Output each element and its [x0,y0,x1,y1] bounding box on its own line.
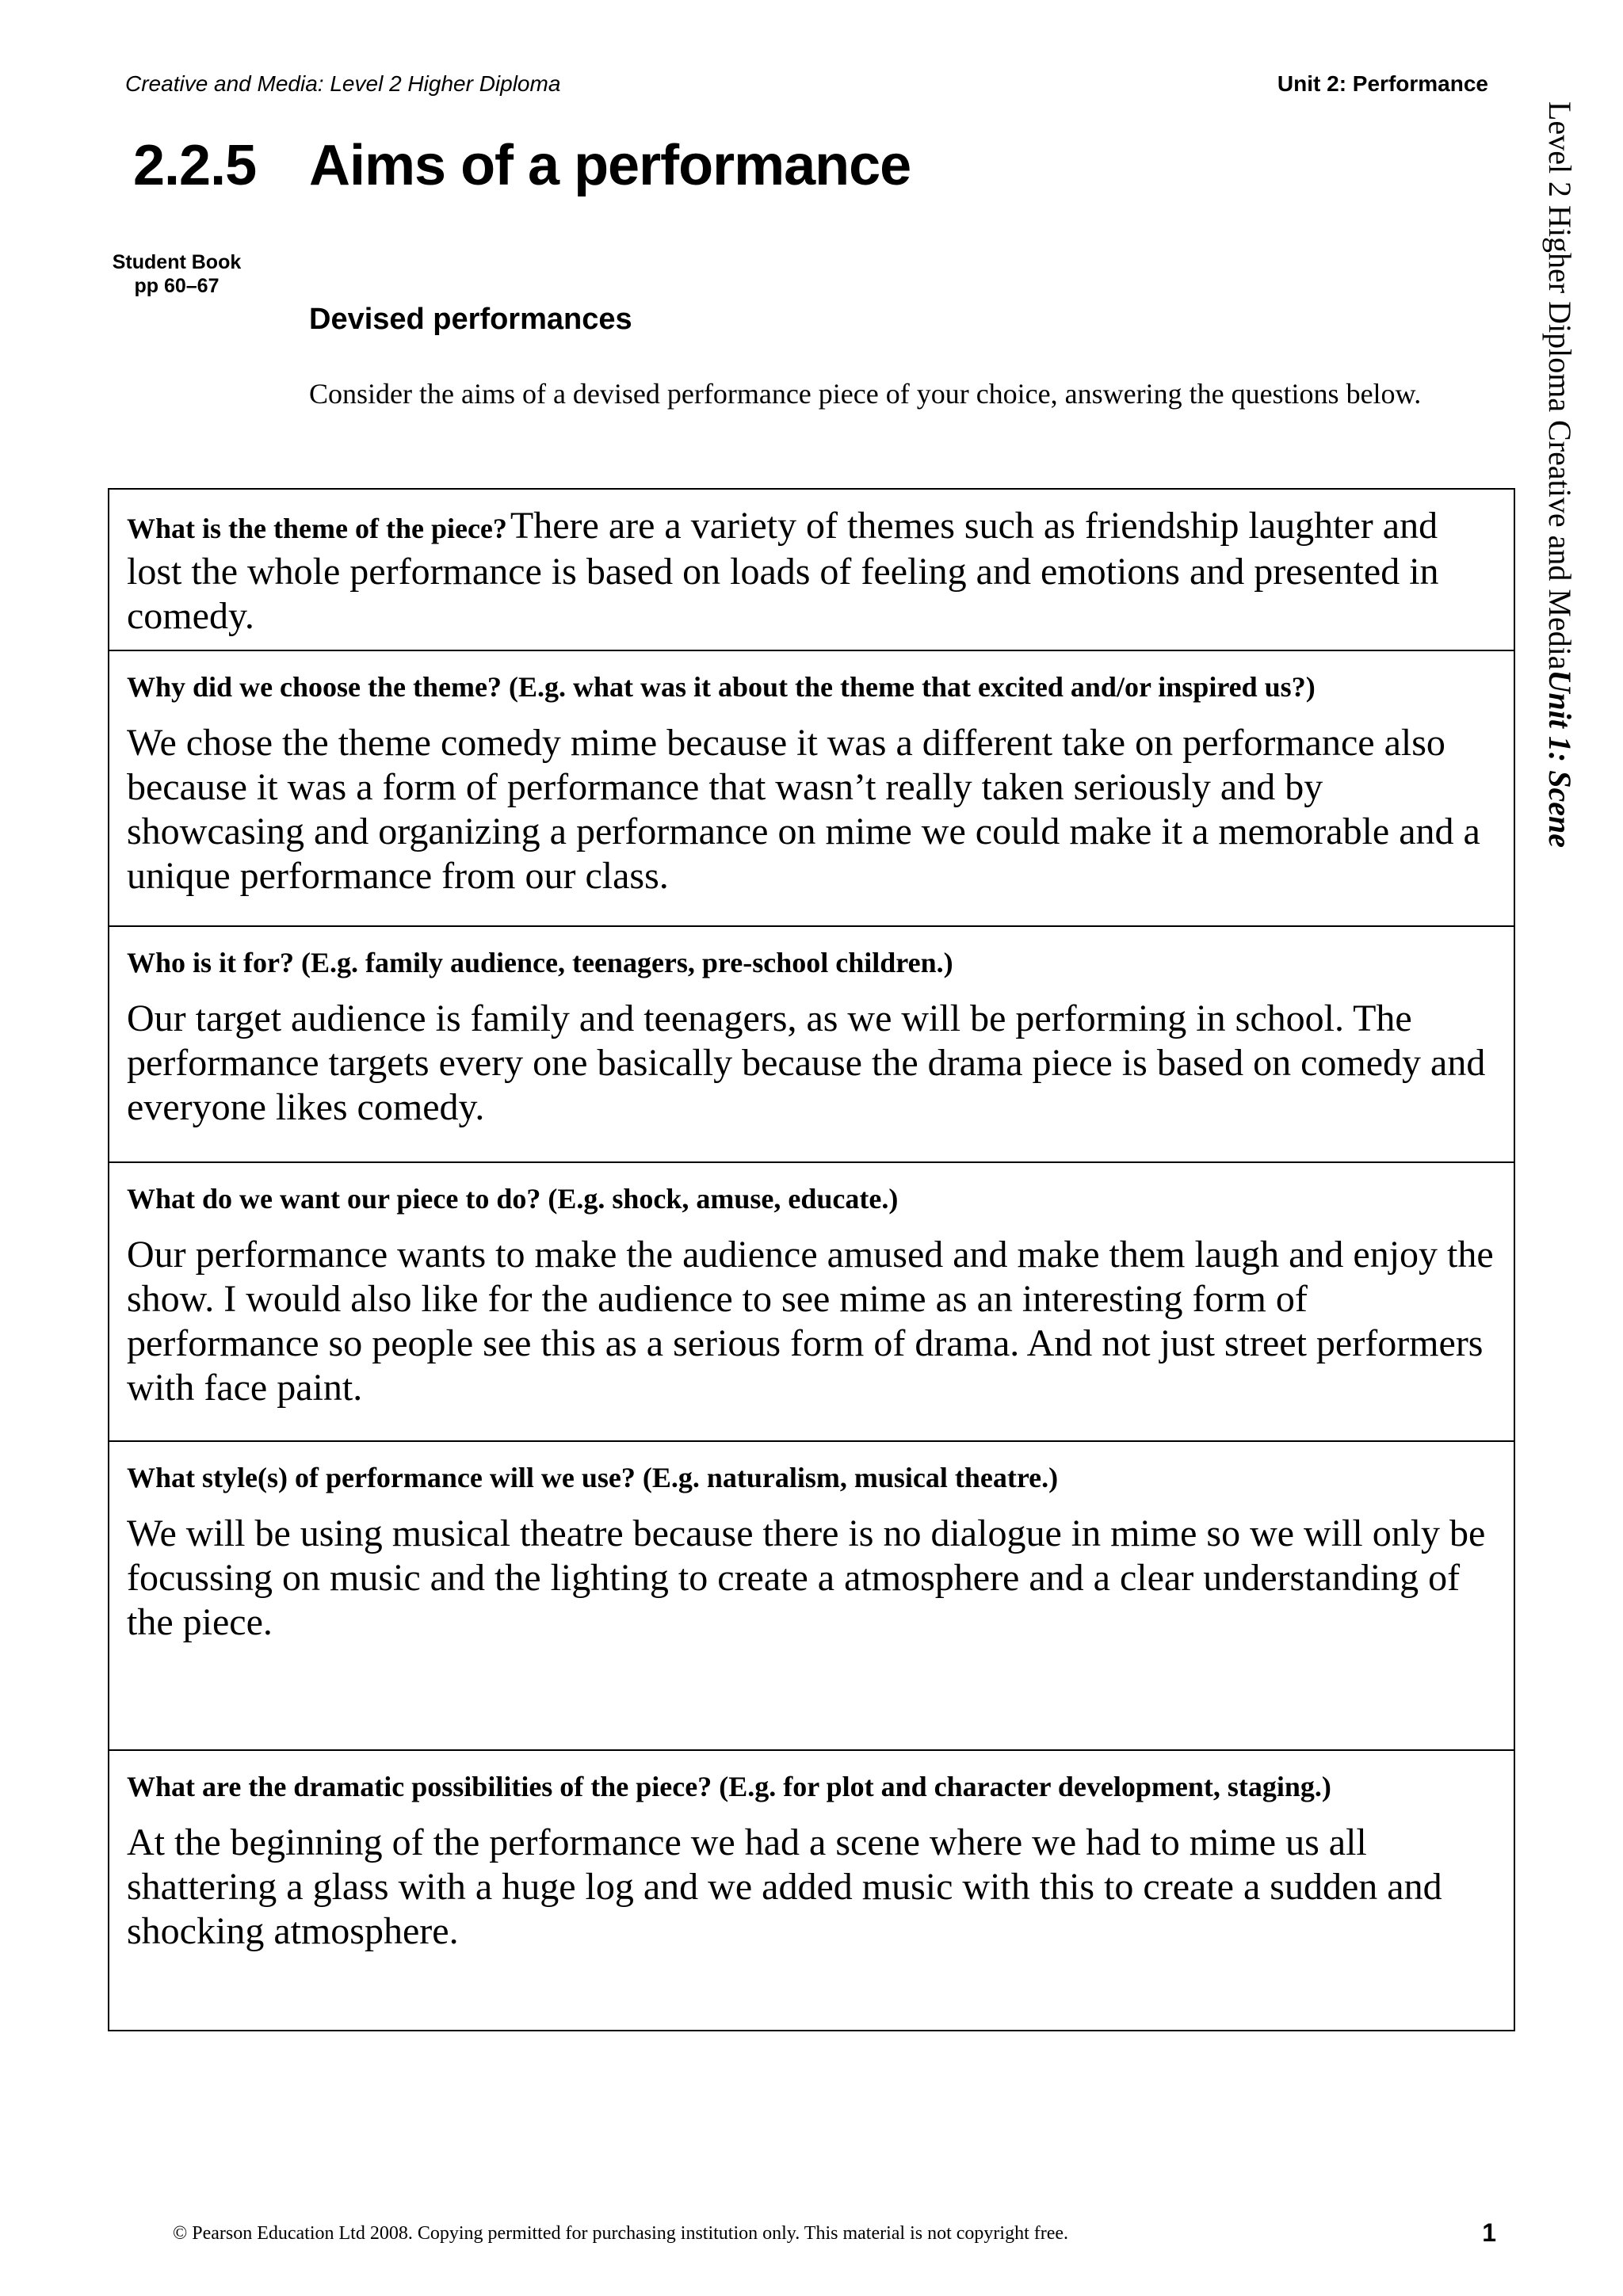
question-text: What are the dramatic possibilities of the piece? (E.g. for plot and character development, staging.) [127,1771,1331,1802]
student-book-ref [86,250,268,298]
question-row [109,1163,1514,1442]
question-row [109,490,1514,651]
question-text: Who is it for? (E.g. family audience, teenagers, pre-school children.) [127,947,953,978]
page-title [133,133,911,198]
question-text: Why did we choose the theme? (E.g. what was it about the theme that excited and/or inspired us?) [127,671,1316,703]
question-text: What is the theme of the piece? [127,513,507,544]
answer-text: Our target audience is family and teenagers, as we will be performing in school. The performance targets every one basically because the drama piece is based on comedy and everyone likes comedy. [127,997,1486,1128]
answer-text: We chose the theme comedy mime because it was a different take on performance also because it was a form of performance that wasn’t really taken seriously and by showcasing and organizing a performance on mime we could make it a memorable and a unique performance from our class. [127,722,1480,897]
page-number: 1 [1482,2218,1496,2247]
question-text: What do we want our piece to do? (E.g. shock, amuse, educate.) [127,1183,899,1215]
section-title: Aims of a performance [309,134,911,197]
intro-text: Consider the aims of a devised performance piece of your choice, answering the questions below. [309,378,1422,410]
question-row [109,927,1514,1163]
header-course: Creative and Media: Level 2 Higher Diploma [125,71,561,96]
side-banner-text: Level 2 Higher Diploma Creative and Media [1542,101,1578,670]
side-banner-unit: Unit 1: Scene [1542,669,1578,848]
header-unit: Unit 2: Performance [1277,71,1488,96]
answer-text: There are a variety of themes such as friendship laughter and lost the whole performance is based on loads of feeling and emotions and presented in comedy. [127,505,1439,637]
footer-copyright: © Pearson Education Ltd 2008. Copying permitted for purchasing institution only. This material is not copyright free. [173,2223,1069,2244]
student-book-label: Student Book [112,251,242,273]
questions-table [108,488,1515,2031]
answer-text: We will be using musical theatre because there is no dialogue in mime so we will only be focussing on music and the lighting to create a atmosphere and a clear understanding of the piece. [127,1512,1486,1643]
question-text: What style(s) of performance will we use? (E.g. naturalism, musical theatre.) [127,1462,1059,1493]
question-row [109,1751,1514,2030]
student-book-pages: pp 60–67 [134,275,220,297]
question-row [109,651,1514,927]
question-row [109,1442,1514,1751]
side-banner [1541,101,1579,848]
subheading: Devised performances [309,303,632,336]
section-number: 2.2.5 [133,134,257,197]
answer-text: Our performance wants to make the audience amused and make them laugh and enjoy the show. I would also like for the audience to see mime as an interesting form of performance so people see this as a serious form of drama. And not just street performers with face paint. [127,1234,1494,1409]
answer-text: At the beginning of the performance we had a scene where we had to mime us all shattering a glass with a huge log and we added music with this to create a sudden and shocking atmosphere. [127,1821,1442,1952]
